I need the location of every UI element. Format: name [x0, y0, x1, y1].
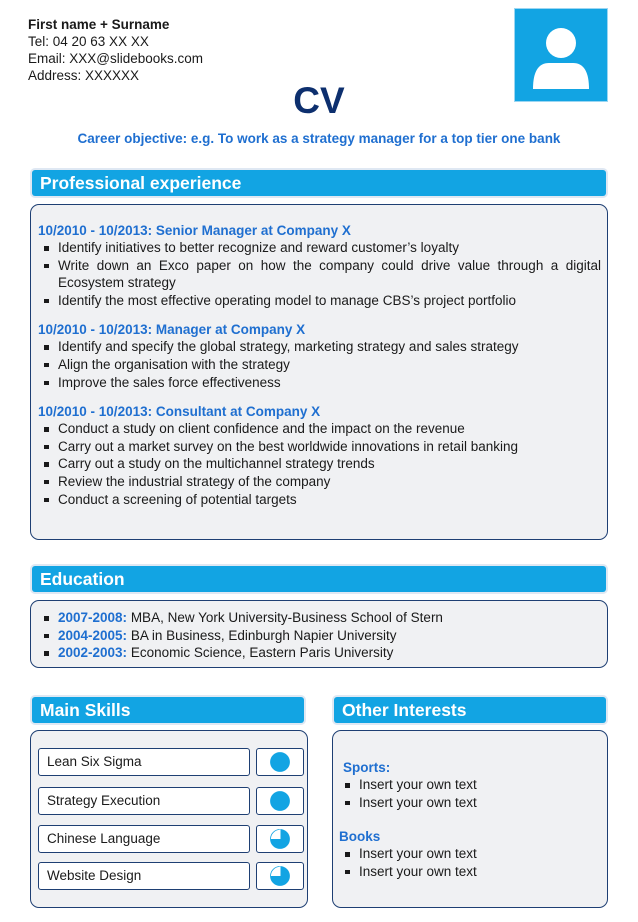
skill-label: Chinese Language — [38, 825, 250, 853]
skill-label: Lean Six Sigma — [38, 748, 250, 776]
books-heading: Books — [339, 829, 381, 845]
skill-level-indicator — [256, 748, 304, 776]
list-item: Conduct a screening of potential targets — [38, 491, 601, 509]
contact-name: First name + Surname — [28, 17, 170, 32]
education-item — [38, 609, 601, 627]
list-item: Insert your own text — [339, 794, 601, 812]
list-item: Review the industrial strategy of the company — [38, 473, 601, 491]
education-detail: MBA, New York University-Business School of Stern — [127, 610, 443, 625]
list-item: Insert your own text — [339, 863, 601, 881]
job-title: 10/2010 - 10/2013: Senior Manager at Company X — [38, 223, 351, 238]
interests-header: Other Interests — [334, 697, 606, 723]
books-list — [339, 845, 601, 880]
interests-panel — [332, 730, 608, 908]
job-entry — [38, 222, 601, 309]
job-title: 10/2010 - 10/2013: Manager at Company X — [38, 322, 306, 338]
education-detail: Economic Science, Eastern Paris University — [127, 645, 394, 661]
skill-level-pie-icon — [270, 866, 290, 886]
skill-level-pie-icon — [270, 829, 290, 849]
skill-level-indicator — [256, 787, 304, 815]
list-item: Conduct a study on client confidence and the impact on the revenue — [38, 420, 601, 438]
list-item: Improve the sales force effectiveness — [38, 374, 601, 392]
career-objective: Career objective: e.g. To work as a strategy manager for a top tier one bank — [77, 131, 561, 146]
education-year: 2007-2008: — [58, 610, 128, 625]
sports-heading: Sports: — [343, 760, 391, 775]
contact-tel: Tel: 04 20 63 XX XX — [28, 34, 149, 49]
education-header: Education — [32, 566, 606, 592]
education-year: 2002-2003: — [58, 645, 128, 661]
sports-list — [339, 776, 601, 811]
contact-block — [28, 16, 203, 84]
list-item: Carry out a study on the multichannel strategy trends — [38, 455, 601, 473]
list-item: Align the organisation with the strategy — [38, 356, 601, 374]
job-duties — [38, 239, 601, 309]
list-item: Insert your own text — [339, 845, 601, 863]
skills-header: Main Skills — [32, 697, 304, 723]
contact-address: Address: XXXXXX — [28, 68, 140, 83]
education-panel — [30, 600, 608, 668]
skill-label: Website Design — [38, 862, 250, 890]
skill-level-pie-icon — [270, 791, 290, 811]
list-item: Carry out a market survey on the best worldwide innovations in retail banking — [38, 438, 601, 456]
list-item: Identify initiatives to better recognize and reward customer’s loyalty — [38, 239, 601, 257]
skill-label: Strategy Execution — [38, 787, 250, 815]
skill-level-indicator — [256, 862, 304, 890]
skill-level-pie-icon — [270, 752, 290, 772]
education-item — [38, 627, 601, 645]
job-entry — [38, 403, 601, 508]
job-duties — [38, 420, 601, 508]
education-list — [38, 609, 601, 662]
list-item: Insert your own text — [339, 776, 601, 794]
education-item — [38, 644, 601, 662]
list-item: Identify and specify the global strategy, marketing strategy and sales strategy — [38, 338, 601, 356]
skill-level-indicator — [256, 825, 304, 853]
education-detail: BA in Business, Edinburgh Napier University — [127, 627, 397, 643]
experience-header: Professional experience — [32, 170, 606, 196]
job-entry — [38, 321, 601, 391]
education-year: 2004-2005: — [58, 627, 128, 643]
job-title: 10/2010 - 10/2013: Consultant at Company X — [38, 404, 321, 420]
list-item: Identify the most effective operating model to manage CBS’s project portfolio — [38, 292, 601, 310]
page-title: CV — [293, 80, 345, 121]
list-item: Write down an Exco paper on how the company could drive value through a digital Ecosystem strategy — [38, 257, 601, 292]
contact-email: Email: XXX@slidebooks.com — [28, 51, 204, 66]
experience-panel — [30, 204, 608, 540]
job-duties — [38, 338, 601, 391]
